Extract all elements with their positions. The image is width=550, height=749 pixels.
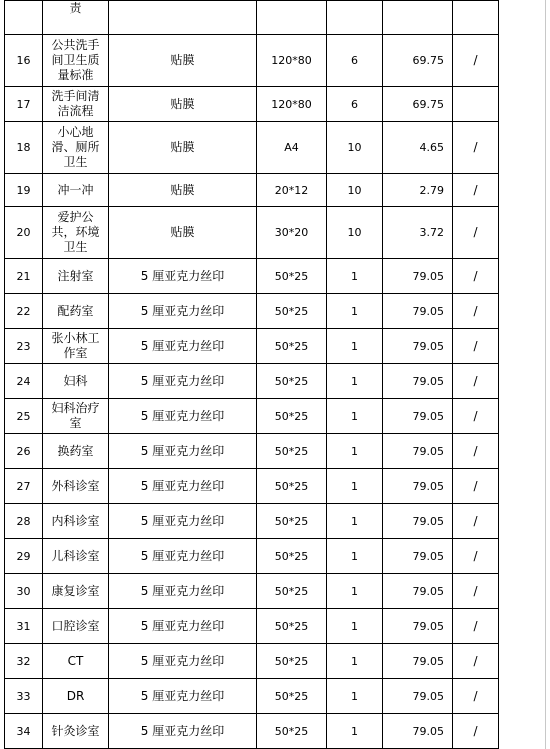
cell-size: 50*25 <box>257 294 327 329</box>
cell-size <box>257 1 327 35</box>
cell-price: 69.75 <box>383 35 453 87</box>
table-row <box>5 434 499 469</box>
cell-price: 2.79 <box>383 174 453 207</box>
cell-no: 32 <box>5 644 43 679</box>
cell-price: 79.05 <box>383 329 453 364</box>
table-row <box>5 679 499 714</box>
cell-qty: 1 <box>327 329 383 364</box>
cell-material: 贴膜 <box>109 35 257 87</box>
cell-size: 50*25 <box>257 609 327 644</box>
cell-name: 张小林工作室 <box>43 329 109 364</box>
cell-price: 79.05 <box>383 609 453 644</box>
cell-no: 31 <box>5 609 43 644</box>
cell-price: 79.05 <box>383 504 453 539</box>
cell-size: 50*25 <box>257 434 327 469</box>
cell-name: 配药室 <box>43 294 109 329</box>
cell-note: / <box>453 399 499 434</box>
cell-size: 50*25 <box>257 364 327 399</box>
cell-qty: 1 <box>327 259 383 294</box>
cell-size: 120*80 <box>257 87 327 122</box>
cell-no: 23 <box>5 329 43 364</box>
cell-material: 5 厘亚克力丝印 <box>109 539 257 574</box>
cell-material: 5 厘亚克力丝印 <box>109 644 257 679</box>
cell-material <box>109 1 257 35</box>
cell-price: 79.05 <box>383 364 453 399</box>
cell-note: / <box>453 644 499 679</box>
cell-no: 22 <box>5 294 43 329</box>
cell-name: 针灸诊室 <box>43 714 109 749</box>
cell-material: 5 厘亚克力丝印 <box>109 679 257 714</box>
cell-note: / <box>453 504 499 539</box>
cell-note <box>453 1 499 35</box>
cell-no: 30 <box>5 574 43 609</box>
cell-size: 120*80 <box>257 35 327 87</box>
cell-no: 16 <box>5 35 43 87</box>
cell-material: 5 厘亚克力丝印 <box>109 504 257 539</box>
cell-note: / <box>453 609 499 644</box>
cell-qty: 1 <box>327 539 383 574</box>
cell-material: 5 厘亚克力丝印 <box>109 469 257 504</box>
cell-material: 5 厘亚克力丝印 <box>109 364 257 399</box>
cell-size: 50*25 <box>257 679 327 714</box>
cell-qty <box>327 1 383 35</box>
cell-material: 5 厘亚克力丝印 <box>109 714 257 749</box>
cell-note: / <box>453 35 499 87</box>
cell-price: 4.65 <box>383 122 453 174</box>
cell-qty: 6 <box>327 87 383 122</box>
price-table <box>4 0 499 749</box>
table-row <box>5 329 499 364</box>
cell-material: 5 厘亚克力丝印 <box>109 574 257 609</box>
cell-qty: 1 <box>327 469 383 504</box>
cell-qty: 1 <box>327 294 383 329</box>
cell-qty: 1 <box>327 574 383 609</box>
table-row <box>5 399 499 434</box>
cell-name: 洗手间清洁流程 <box>43 87 109 122</box>
cell-note: / <box>453 679 499 714</box>
table-row <box>5 539 499 574</box>
cell-price: 79.05 <box>383 539 453 574</box>
cell-material: 贴膜 <box>109 207 257 259</box>
cell-size: 50*25 <box>257 539 327 574</box>
cell-no: 29 <box>5 539 43 574</box>
cell-name: 冲一冲 <box>43 174 109 207</box>
cell-material: 贴膜 <box>109 122 257 174</box>
cell-name: 注射室 <box>43 259 109 294</box>
cell-qty: 1 <box>327 364 383 399</box>
table-row <box>5 469 499 504</box>
table-row <box>5 714 499 749</box>
cell-size: 50*25 <box>257 259 327 294</box>
cell-no: 18 <box>5 122 43 174</box>
cell-size: A4 <box>257 122 327 174</box>
cell-size: 20*12 <box>257 174 327 207</box>
cell-no: 24 <box>5 364 43 399</box>
cell-material: 贴膜 <box>109 174 257 207</box>
table-row <box>5 35 499 87</box>
cell-qty: 6 <box>327 35 383 87</box>
cell-price: 79.05 <box>383 294 453 329</box>
cell-note: / <box>453 259 499 294</box>
cell-name: CT <box>43 644 109 679</box>
cell-note: / <box>453 364 499 399</box>
cell-name: 外科诊室 <box>43 469 109 504</box>
cell-no: 27 <box>5 469 43 504</box>
cell-name: 妇科治疗室 <box>43 399 109 434</box>
cell-no: 33 <box>5 679 43 714</box>
cell-material: 5 厘亚克力丝印 <box>109 609 257 644</box>
cell-qty: 1 <box>327 399 383 434</box>
table-row <box>5 609 499 644</box>
table-row-continued <box>5 1 499 35</box>
cell-no: 34 <box>5 714 43 749</box>
table-row <box>5 644 499 679</box>
cell-no: 25 <box>5 399 43 434</box>
cell-name: 责 <box>43 1 109 35</box>
cell-qty: 1 <box>327 434 383 469</box>
cell-material: 5 厘亚克力丝印 <box>109 399 257 434</box>
cell-material: 5 厘亚克力丝印 <box>109 259 257 294</box>
cell-no: 28 <box>5 504 43 539</box>
cell-note: / <box>453 294 499 329</box>
cell-qty: 1 <box>327 504 383 539</box>
cell-no <box>5 1 43 35</box>
cell-name: 康复诊室 <box>43 574 109 609</box>
cell-no: 19 <box>5 174 43 207</box>
table-row <box>5 364 499 399</box>
cell-qty: 1 <box>327 609 383 644</box>
cell-price: 3.72 <box>383 207 453 259</box>
cell-size: 50*25 <box>257 574 327 609</box>
cell-size: 50*25 <box>257 644 327 679</box>
cell-note: / <box>453 714 499 749</box>
cell-qty: 1 <box>327 644 383 679</box>
cell-price: 79.05 <box>383 434 453 469</box>
cell-name: 内科诊室 <box>43 504 109 539</box>
cell-name: 口腔诊室 <box>43 609 109 644</box>
cell-material: 5 厘亚克力丝印 <box>109 434 257 469</box>
cell-qty: 10 <box>327 207 383 259</box>
cell-note: / <box>453 469 499 504</box>
cell-price: 79.05 <box>383 679 453 714</box>
cell-size: 30*20 <box>257 207 327 259</box>
cell-name: 妇科 <box>43 364 109 399</box>
table-row <box>5 207 499 259</box>
table-row <box>5 294 499 329</box>
table-row <box>5 87 499 122</box>
cell-name: 小心地滑、厕所卫生 <box>43 122 109 174</box>
cell-note: / <box>453 329 499 364</box>
cell-note: / <box>453 434 499 469</box>
cell-material: 5 厘亚克力丝印 <box>109 294 257 329</box>
cell-name: 儿科诊室 <box>43 539 109 574</box>
cell-material: 5 厘亚克力丝印 <box>109 329 257 364</box>
table-row <box>5 574 499 609</box>
cell-note <box>453 87 499 122</box>
table-row <box>5 174 499 207</box>
cell-qty: 1 <box>327 714 383 749</box>
cell-note: / <box>453 574 499 609</box>
cell-size: 50*25 <box>257 504 327 539</box>
cell-no: 21 <box>5 259 43 294</box>
cell-name: 换药室 <box>43 434 109 469</box>
cell-price: 79.05 <box>383 714 453 749</box>
cell-note: / <box>453 122 499 174</box>
cell-size: 50*25 <box>257 714 327 749</box>
cell-no: 26 <box>5 434 43 469</box>
cell-price: 79.05 <box>383 469 453 504</box>
cell-qty: 10 <box>327 174 383 207</box>
cell-price <box>383 1 453 35</box>
page-edge-line <box>545 0 546 749</box>
cell-size: 50*25 <box>257 329 327 364</box>
cell-qty: 1 <box>327 679 383 714</box>
cell-price: 69.75 <box>383 87 453 122</box>
cell-name: 公共洗手间卫生质量标准 <box>43 35 109 87</box>
cell-note: / <box>453 539 499 574</box>
cell-note: / <box>453 174 499 207</box>
table-row <box>5 259 499 294</box>
cell-price: 79.05 <box>383 399 453 434</box>
cell-size: 50*25 <box>257 469 327 504</box>
cell-name: DR <box>43 679 109 714</box>
cell-price: 79.05 <box>383 259 453 294</box>
cell-size: 50*25 <box>257 399 327 434</box>
cell-note: / <box>453 207 499 259</box>
cell-price: 79.05 <box>383 574 453 609</box>
cell-no: 20 <box>5 207 43 259</box>
table-row <box>5 504 499 539</box>
cell-no: 17 <box>5 87 43 122</box>
table-row <box>5 122 499 174</box>
cell-name: 爱护公共，环境卫生 <box>43 207 109 259</box>
cell-material: 贴膜 <box>109 87 257 122</box>
cell-qty: 10 <box>327 122 383 174</box>
cell-price: 79.05 <box>383 644 453 679</box>
